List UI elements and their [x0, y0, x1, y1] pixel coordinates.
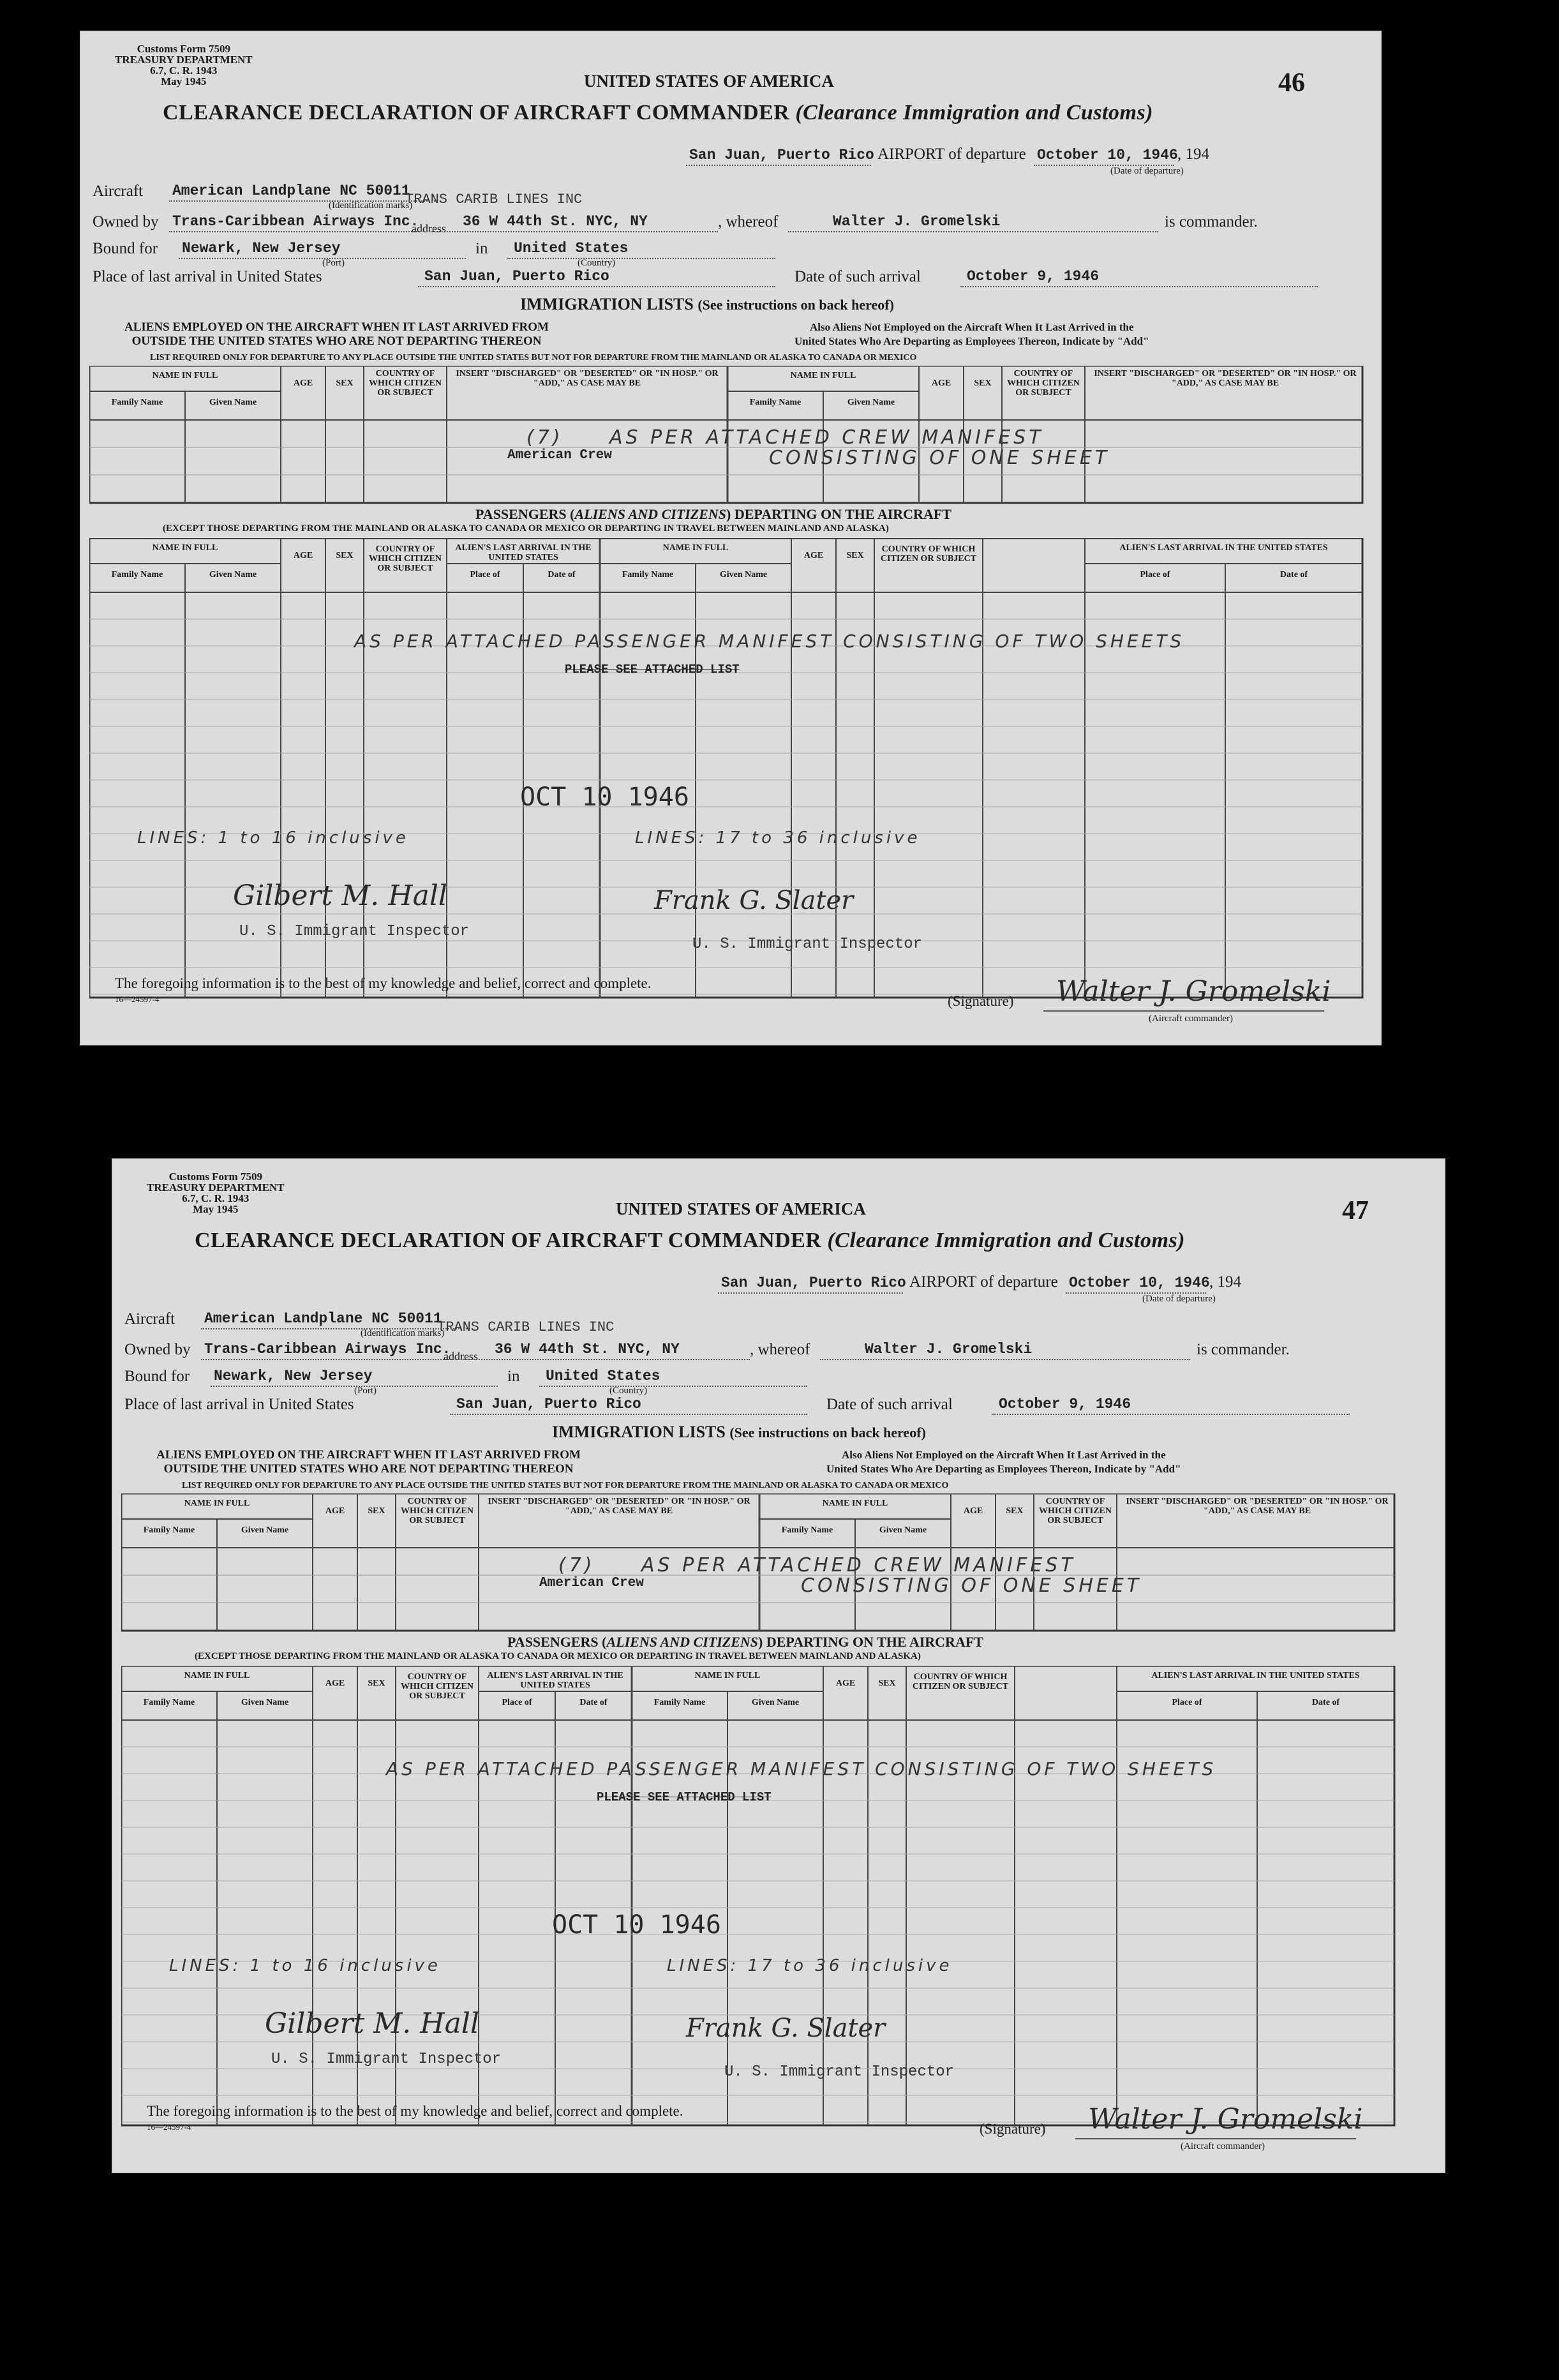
th-insert-r: INSERT "DISCHARGED" OR "DESERTED" OR "IN HOSP." OR "ADD," AS CASE MAY BE: [1126, 1497, 1389, 1516]
clearance-form-page-46: [80, 31, 1382, 1045]
passengers-except-note: (EXCEPT THOSE DEPARTING FROM THE MAINLAND OR ALASKA TO CANADA OR MEXICO OR DEPARTING IN TRAVEL BETWEEN MAINLAND AND ALASKA): [195, 1651, 921, 1661]
form-header-block: [115, 43, 253, 87]
th-age: AGE: [325, 1506, 345, 1516]
inspector-label-right: U. S. Immigrant Inspector: [724, 2063, 955, 2081]
struck-attached-list: PLEASE SEE ATTACHED LIST: [565, 662, 740, 677]
owner-value: Trans-Caribbean Airways Inc.: [204, 1341, 451, 1358]
pth-sex-r: SEX: [878, 1679, 896, 1688]
commander-signature: Walter J. Gromelski: [1088, 2103, 1363, 2136]
year-suffix: , 194: [1209, 1273, 1241, 1291]
bound-port: Newark, New Jersey: [182, 240, 341, 257]
commander-signature: Walter J. Gromelski: [1056, 975, 1331, 1008]
bound-for-label: Bound for: [93, 240, 158, 257]
crew-manifest-line1: AS PER ATTACHED CREW MANIFEST: [609, 426, 1044, 449]
bound-country: United States: [546, 1368, 660, 1384]
last-arrival-label: Place of last arrival in United States: [124, 1396, 354, 1413]
pth-last-arrival: ALIEN'S LAST ARRIVAL IN THE UNITED STATES: [455, 543, 592, 562]
aircraft-label: Aircraft: [124, 1310, 175, 1328]
th-family-name: Family Name: [143, 1525, 195, 1535]
passenger-manifest-note: AS PER ATTACHED PASSENGER MANIFEST CONSISTING OF TWO SHEETS: [386, 1758, 1217, 1779]
pth-last-arrival-r: ALIEN'S LAST ARRIVAL IN THE UNITED STATES: [1151, 1671, 1360, 1680]
last-arrival-place: San Juan, Puerto Rico: [456, 1396, 641, 1412]
inspector-label-left: U. S. Immigrant Inspector: [271, 2051, 502, 2068]
departure-date: October 10, 1946: [1069, 1275, 1210, 1291]
struck-attached-list: PLEASE SEE ATTACHED LIST: [597, 1790, 772, 1804]
pth-sex-r: SEX: [846, 551, 864, 560]
is-commander-label: is commander.: [1165, 213, 1258, 230]
pth-name-full: NAME IN FULL: [152, 543, 218, 553]
ident-marks-label: (Identification marks): [361, 1328, 445, 1338]
crew-manifest-line1: AS PER ATTACHED CREW MANIFEST: [641, 1554, 1076, 1576]
form-number: Customs Form 7509: [168, 1171, 262, 1183]
th-family-name-r: Family Name: [781, 1525, 833, 1535]
th-sex: SEX: [336, 378, 354, 388]
country-heading: UNITED STATES OF AMERICA: [616, 1199, 866, 1218]
commander-value: Walter J. Gromelski: [865, 1341, 1033, 1358]
crew-count: (7): [558, 1554, 595, 1576]
clearance-form-page-47: [112, 1158, 1445, 2173]
crew-label: American Crew: [539, 1576, 644, 1590]
lines-left: LINES: 1 to 16 inclusive: [169, 1956, 441, 1975]
cfr-citation: 6.7, C. R. 1943: [182, 1192, 250, 1204]
in-label: in: [507, 1368, 520, 1385]
such-arrival-label: Date of such arrival: [826, 1396, 953, 1413]
th-country: COUNTRY OF WHICH CITIZEN OR SUBJECT: [401, 1497, 474, 1525]
departure-airport: San Juan, Puerto Rico: [689, 147, 874, 163]
immigration-lists-title: IMMIGRATION LISTS (See instructions on back hereof): [520, 295, 894, 313]
crew-label: American Crew: [507, 448, 612, 463]
in-label: in: [475, 240, 488, 257]
inspector-label-left: U. S. Immigrant Inspector: [239, 923, 470, 940]
list-required-note: LIST REQUIRED ONLY FOR DEPARTURE TO ANY PLACE OUTSIDE THE UNITED STATES BUT NOT FOR DEPARTURE FROM THE MAINLAND OR ALASKA TO CANADA OR MEXICO: [150, 353, 917, 363]
passenger-manifest-note: AS PER ATTACHED PASSENGER MANIFEST CONSISTING OF TWO SHEETS: [354, 631, 1185, 652]
pth-last-arrival-r: ALIEN'S LAST ARRIVAL IN THE UNITED STATES: [1119, 543, 1328, 553]
pth-country: COUNTRY OF WHICH CITIZEN OR SUBJECT: [369, 544, 442, 573]
owned-by-label: Owned by: [124, 1341, 191, 1358]
th-age: AGE: [293, 378, 313, 388]
owner-insert: TRANS CARIB LINES INC: [437, 1319, 615, 1335]
th-country: COUNTRY OF WHICH CITIZEN OR SUBJECT: [369, 369, 442, 398]
cfr-citation: 6.7, C. R. 1943: [150, 64, 218, 77]
pth-place-of: Place of: [502, 1698, 532, 1707]
th-country-r: COUNTRY OF WHICH CITIZEN OR SUBJECT: [1007, 369, 1080, 398]
pth-place-of-r: Place of: [1140, 570, 1170, 580]
passengers-title: PASSENGERS (ALIENS AND CITIZENS) DEPARTING ON THE AIRCRAFT: [507, 1634, 983, 1650]
signature-right-inspector: Frank G. Slater: [654, 886, 854, 915]
aircraft-label: Aircraft: [93, 183, 144, 200]
aircraft-value: American Landplane NC 50011: [204, 1310, 442, 1327]
owned-by-label: Owned by: [93, 213, 159, 230]
th-given-name: Given Name: [241, 1525, 289, 1535]
department: TREASURY DEPARTMENT: [115, 54, 253, 66]
lines-right: LINES: 17 to 36 inclusive: [667, 1956, 953, 1975]
aliens-not-employed-heading: Also Aliens Not Employed on the Aircraft When It Last Arrived in the United States Who Are Departing as Employees Thereon, Indicate by "Add": [794, 321, 1149, 347]
th-sex-r: SEX: [1006, 1506, 1024, 1516]
date-departure-label: (Date of departure): [1142, 1294, 1216, 1304]
th-age-r: AGE: [931, 378, 951, 388]
immigration-lists-title: IMMIGRATION LISTS (See instructions on back hereof): [552, 1423, 926, 1441]
pth-age: AGE: [325, 1679, 345, 1688]
form-title: CLEARANCE DECLARATION OF AIRCRAFT COMMANDER (Clearance Immigration and Customs): [163, 101, 1153, 124]
th-given-name-r: Given Name: [847, 398, 895, 407]
form-title-paren: (Clearance Immigration and Customs): [827, 1229, 1185, 1252]
th-insert: INSERT "DISCHARGED" OR "DESERTED" OR "IN HOSP." OR "ADD," AS CASE MAY BE: [456, 369, 719, 388]
is-commander-label: is commander.: [1197, 1341, 1290, 1358]
th-sex-r: SEX: [974, 378, 992, 388]
pth-family-name-r: Family Name: [653, 1698, 706, 1707]
th-sex: SEX: [368, 1506, 385, 1516]
date-stamp: OCT 10 1946: [552, 1910, 721, 1940]
last-arrival-place: San Juan, Puerto Rico: [424, 268, 609, 285]
bound-for-label: Bound for: [124, 1368, 190, 1385]
form-date: May 1945: [193, 1203, 239, 1215]
print-code: 16—24597-4: [115, 994, 160, 1004]
th-name-full-r: NAME IN FULL: [822, 1499, 888, 1508]
pth-name-full-r: NAME IN FULL: [662, 543, 729, 553]
address-label: address: [412, 222, 446, 235]
pth-date-of: Date of: [579, 1698, 608, 1707]
address-label: address: [444, 1350, 478, 1363]
aircraft-value: American Landplane NC 50011: [172, 183, 410, 199]
signature-label: (Signature): [948, 993, 1014, 1009]
pth-given-name: Given Name: [209, 570, 257, 580]
pth-family-name: Family Name: [111, 570, 163, 580]
such-arrival-date: October 9, 1946: [967, 268, 1100, 285]
lines-left: LINES: 1 to 16 inclusive: [137, 828, 409, 848]
lines-right: LINES: 17 to 36 inclusive: [635, 828, 921, 848]
page-number: 46: [1278, 68, 1305, 98]
form-title-paren: (Clearance Immigration and Customs): [795, 101, 1153, 124]
pth-age-r: AGE: [803, 551, 824, 560]
form-header-block: [147, 1171, 285, 1215]
form-number: Customs Form 7509: [137, 43, 230, 55]
aircraft-commander-label: (Aircraft commander): [1181, 2141, 1265, 2152]
form-date: May 1945: [161, 75, 207, 87]
signature-label: (Signature): [980, 2121, 1046, 2137]
th-insert-r: INSERT "DISCHARGED" OR "DESERTED" OR "IN HOSP." OR "ADD," AS CASE MAY BE: [1094, 369, 1357, 388]
th-country-r: COUNTRY OF WHICH CITIZEN OR SUBJECT: [1039, 1497, 1112, 1525]
address-value: 36 W 44th St. NYC, NY: [495, 1341, 680, 1358]
signature-left-inspector: Gilbert M. Hall: [265, 2007, 479, 2040]
port-label: (Port): [354, 1386, 377, 1396]
th-given-name: Given Name: [209, 398, 257, 407]
pth-given-name-r: Given Name: [751, 1698, 800, 1707]
pth-family-name-r: Family Name: [622, 570, 674, 580]
pth-sex: SEX: [336, 551, 354, 560]
owner-value: Trans-Caribbean Airways Inc.: [172, 213, 419, 230]
pth-date-of: Date of: [548, 570, 576, 580]
airport-label: AIRPORT of departure: [877, 146, 1026, 163]
pth-last-arrival: ALIEN'S LAST ARRIVAL IN THE UNITED STATES: [487, 1671, 623, 1690]
departure-date: October 10, 1946: [1037, 147, 1178, 163]
inspector-label-right: U. S. Immigrant Inspector: [692, 936, 923, 953]
th-family-name-r: Family Name: [749, 398, 802, 407]
such-arrival-date: October 9, 1946: [999, 1396, 1131, 1412]
department: TREASURY DEPARTMENT: [147, 1181, 285, 1194]
country-label: (Country): [609, 1386, 648, 1396]
th-name-full-r: NAME IN FULL: [790, 371, 856, 380]
aliens-employed-heading: ALIENS EMPLOYED ON THE AIRCRAFT WHEN IT LAST ARRIVED FROM OUTSIDE THE UNITED STATES WHO ARE NOT DEPARTING THEREON: [124, 320, 549, 348]
port-label: (Port): [322, 258, 345, 268]
owner-insert: TRANS CARIB LINES INC: [405, 191, 583, 207]
bound-port: Newark, New Jersey: [214, 1368, 373, 1384]
crew-manifest-line2: CONSISTING OF ONE SHEET: [769, 447, 1110, 469]
pth-age: AGE: [293, 551, 313, 560]
such-arrival-label: Date of such arrival: [794, 268, 921, 285]
print-code: 16—24597-4: [147, 2122, 191, 2132]
pth-country: COUNTRY OF WHICH CITIZEN OR SUBJECT: [401, 1672, 474, 1701]
list-required-note: LIST REQUIRED ONLY FOR DEPARTURE TO ANY PLACE OUTSIDE THE UNITED STATES BUT NOT FOR DEPARTURE FROM THE MAINLAND OR ALASKA TO CANADA OR MEXICO: [182, 1481, 949, 1490]
th-name-full: NAME IN FULL: [152, 371, 218, 380]
whereof-label: , whereof: [750, 1341, 810, 1358]
th-age-r: AGE: [963, 1506, 983, 1516]
address-value: 36 W 44th St. NYC, NY: [463, 213, 648, 230]
airport-label: AIRPORT of departure: [909, 1273, 1058, 1291]
crew-manifest-line2: CONSISTING OF ONE SHEET: [801, 1575, 1142, 1597]
pth-country-r: COUNTRY OF WHICH CITIZEN OR SUBJECT: [880, 544, 977, 564]
pth-name-full-r: NAME IN FULL: [694, 1671, 761, 1680]
pth-date-of-r: Date of: [1311, 1698, 1340, 1707]
bound-country: United States: [514, 240, 629, 257]
country-label: (Country): [578, 258, 616, 268]
pth-place-of-r: Place of: [1172, 1698, 1202, 1707]
date-departure-label: (Date of departure): [1110, 166, 1184, 176]
year-suffix: , 194: [1177, 146, 1209, 163]
signature-left-inspector: Gilbert M. Hall: [233, 879, 447, 912]
last-arrival-label: Place of last arrival in United States: [93, 268, 322, 285]
ident-marks-label: (Identification marks): [329, 200, 413, 211]
pth-country-r: COUNTRY OF WHICH CITIZEN OR SUBJECT: [912, 1672, 1009, 1691]
pth-sex: SEX: [368, 1679, 385, 1688]
commander-value: Walter J. Gromelski: [833, 213, 1001, 230]
pth-given-name: Given Name: [241, 1698, 289, 1707]
signature-right-inspector: Frank G. Slater: [686, 2014, 886, 2043]
date-stamp: OCT 10 1946: [520, 782, 689, 812]
aliens-employed-heading: ALIENS EMPLOYED ON THE AIRCRAFT WHEN IT LAST ARRIVED FROM OUTSIDE THE UNITED STATES WHO ARE NOT DEPARTING THEREON: [156, 1448, 581, 1476]
th-insert: INSERT "DISCHARGED" OR "DESERTED" OR "IN HOSP." OR "ADD," AS CASE MAY BE: [488, 1497, 750, 1516]
aircraft-commander-label: (Aircraft commander): [1149, 1014, 1234, 1024]
pth-place-of: Place of: [470, 570, 500, 580]
foregoing-statement: The foregoing information is to the best of my knowledge and belief, correct and complete.: [115, 975, 652, 991]
pth-given-name-r: Given Name: [719, 570, 768, 580]
passengers-except-note: (EXCEPT THOSE DEPARTING FROM THE MAINLAND OR ALASKA TO CANADA OR MEXICO OR DEPARTING IN TRAVEL BETWEEN MAINLAND AND ALASKA): [163, 523, 889, 534]
form-title: CLEARANCE DECLARATION OF AIRCRAFT COMMANDER (Clearance Immigration and Customs): [195, 1229, 1185, 1252]
pth-date-of-r: Date of: [1279, 570, 1308, 580]
pth-family-name: Family Name: [143, 1698, 195, 1707]
country-heading: UNITED STATES OF AMERICA: [584, 71, 834, 91]
th-given-name-r: Given Name: [879, 1525, 927, 1535]
passengers-title: PASSENGERS (ALIENS AND CITIZENS) DEPARTING ON THE AIRCRAFT: [475, 506, 951, 522]
pth-name-full: NAME IN FULL: [184, 1671, 250, 1680]
page-number: 47: [1342, 1196, 1369, 1225]
crew-count: (7): [526, 426, 563, 449]
foregoing-statement: The foregoing information is to the best of my knowledge and belief, correct and complete.: [147, 2103, 683, 2119]
whereof-label: , whereof: [718, 213, 779, 230]
departure-airport: San Juan, Puerto Rico: [721, 1275, 906, 1291]
th-name-full: NAME IN FULL: [184, 1499, 250, 1508]
th-family-name: Family Name: [111, 398, 163, 407]
pth-age-r: AGE: [835, 1679, 856, 1688]
aliens-not-employed-heading: Also Aliens Not Employed on the Aircraft When It Last Arrived in the United States Who Are Departing as Employees Thereon, Indicate by "Add": [826, 1449, 1181, 1475]
